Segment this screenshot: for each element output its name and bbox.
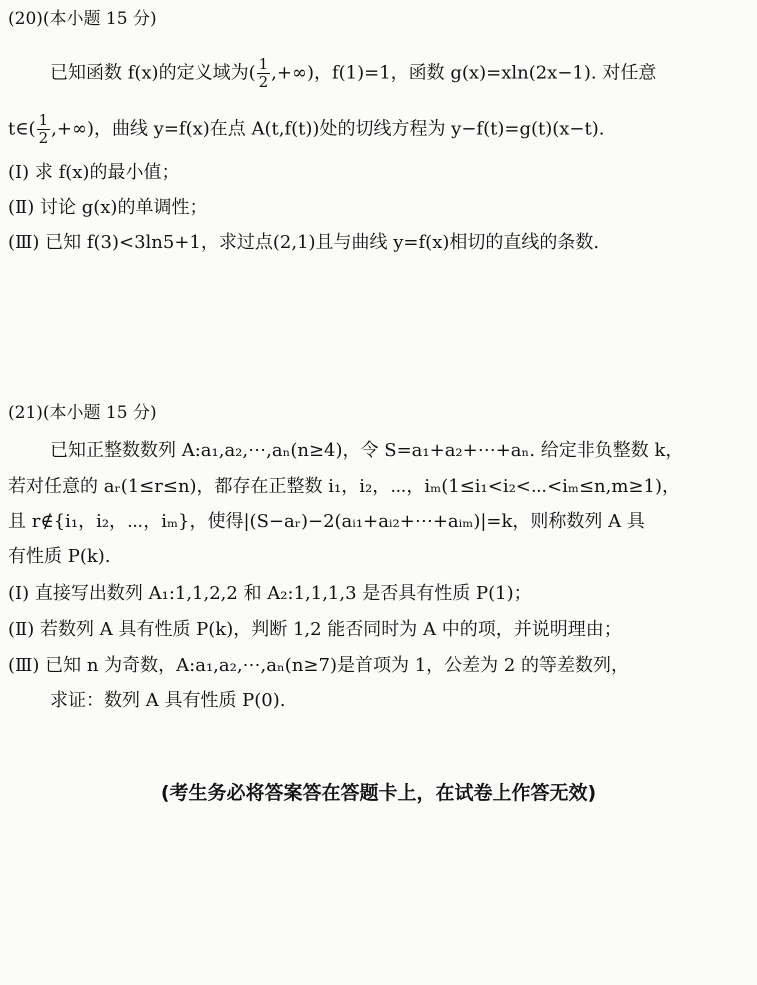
q21-statement-line2: 若对任意的 aᵣ(1≤r≤n)，都存在正整数 i₁，i₂，⋯，iₘ(1≤i₁<i₂<⋯<iₘ≤n,m≥1)， xyxy=(8,476,680,497)
fraction-half xyxy=(257,56,271,91)
q21-part3-continued: 求证：数列 A 具有性质 P(0). xyxy=(50,690,286,711)
q20-part3: (Ⅲ) 已知 f(3)<3ln5+1，求过点(2,1)且与曲线 y=f(x)相切的直线的条数. xyxy=(8,232,600,253)
fraction-half-2 xyxy=(37,112,51,147)
q21-statement-line4: 有性质 P(k). xyxy=(8,546,111,567)
q21-part2: (Ⅱ) 若数列 A 具有性质 P(k)，判断 1,2 能否同时为 A 中的项，并说明理由； xyxy=(8,619,622,640)
fraction-numerator: 1 xyxy=(258,55,269,73)
q20-line2-text-a: t∈( xyxy=(8,118,36,140)
q21-statement-line3: 且 r∉{i₁，i₂，⋯，iₘ}，使得|(S−aᵣ)−2(aᵢ₁+aᵢ₂+⋯+aᵢₘ)|=k，则称数列 A 具 xyxy=(8,511,645,532)
q21-header: (21)(本小题 15 分) xyxy=(8,403,157,423)
q20-line1-text-a: 已知函数 f(x)的定义域为( xyxy=(50,62,256,84)
q20-part1: (Ⅰ) 求 f(x)的最小值； xyxy=(8,162,180,183)
footer-notice: (考生务必将答案答在答题卡上，在试卷上作答无效) xyxy=(160,782,597,804)
fraction-denominator: 2 xyxy=(258,73,269,91)
q20-statement-line2 xyxy=(8,112,604,147)
q21-statement-line1: 已知正整数数列 A:a₁,a₂,⋯,aₙ(n≥4)，令 S=a₁+a₂+⋯+aₙ. 给定非负整数 k， xyxy=(50,440,684,461)
q20-header: (20)(本小题 15 分) xyxy=(8,9,157,29)
q21-part1: (Ⅰ) 直接写出数列 A₁:1,1,2,2 和 A₂:1,1,1,3 是否具有性质 P(1)； xyxy=(8,583,532,604)
q20-statement-line1 xyxy=(50,56,656,91)
q20-line2-text-b: ,+∞)，曲线 y=f(x)在点 A(t,f(t))处的切线方程为 y−f(t)=g(t)(x−t). xyxy=(51,118,605,140)
fraction-denominator: 2 xyxy=(38,129,49,147)
q20-line1-text-b: ,+∞)，f(1)=1，函数 g(x)=xln(2x−1). 对任意 xyxy=(271,62,657,84)
q21-part3: (Ⅲ) 已知 n 为奇数，A:a₁,a₂,⋯,aₙ(n≥7)是首项为 1，公差为 2 的等差数列， xyxy=(8,655,630,676)
q20-part2: (Ⅱ) 讨论 g(x)的单调性； xyxy=(8,197,208,218)
fraction-numerator: 1 xyxy=(38,111,49,129)
